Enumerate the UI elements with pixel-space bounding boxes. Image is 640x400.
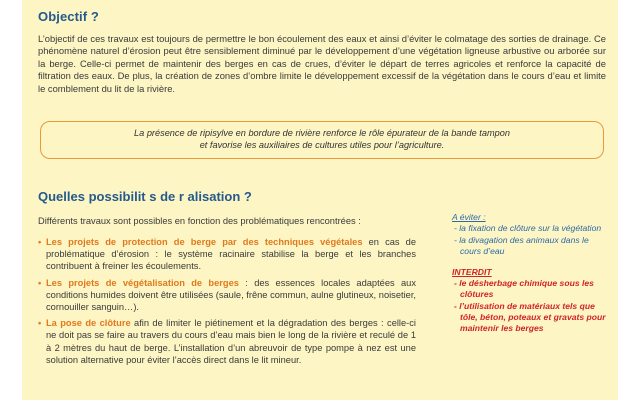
objectif-heading: Objectif ? [38,9,99,24]
realisation-intro: Différents travaux sont possibles en fonction des problématiques rencontrées : [38,216,361,226]
ban-list [452,278,612,334]
item-lead: Les projets de végétalisation de berges [46,277,239,288]
avoid-title: A éviter : [452,212,486,222]
list-item [38,277,416,314]
avoid-item: - la fixation de clôture sur la végétation [454,223,602,233]
avoid-item: - la divagation des animaux dans le cours d’eau [454,235,589,256]
ban-item: - le désherbage chimique sous les clôtures [454,278,594,299]
realisation-list [38,236,416,370]
avoid-list [452,223,612,257]
ban-item: - l’utilisation de matériaux tels que tôle, béton, poteaux et gravats pour maintenir les berges [454,301,606,333]
item-text: en cas de problématique d’érosion : le système racinaire stabilise la berge et les branches contribuent à freiner les écoulements. [46,237,417,272]
bullet-icon: • [38,318,42,329]
side-notes [452,212,612,335]
item-text: afin de limiter le piétinement et la dégradation des berges : celle-ci ne doit pas se faire au travers du cours d’eau mais bien le long de la rivière et reculé de 1 à 2 mètres du haut de berge. L’installation d’un abreuvoir de type pompe à nez est une solution alternative pour éviter l’accès direct dans le lit mineur. [46,318,416,365]
item-lead: La pose de clôture [46,318,131,329]
highlight-box [40,121,604,159]
highlight-line-1: La présence de ripisylve en bordure de rivière renforce le rôle épurateur de la bande tampon [134,128,510,138]
objectif-paragraph: L’objectif de ces travaux est toujours de permettre le bon écoulement des eaux et ainsi d’éviter le colmatage des sorties de drainage. Ce phénomène naturel d’érosion peut être sensiblement diminué par le développement d’une végétation ligneuse arbustive ou arborée sur la berge. Celle-ci permet de maintenir des berges en cas de crues, d’éviter le départ de terres agricoles et renforce la capacité de filtration des eaux. De plus, la création de zones d’ombre limite le développement excessif de la végétation dans le cours d’eau et limite le comblement du lit de la rivière. [38,33,606,94]
list-item [38,236,416,273]
highlight-line-2: et favorise les auxiliaires de cultures utiles pour l’agriculture. [199,140,445,150]
document-page [22,0,618,400]
realisation-heading: Quelles possibilit s de r alisation ? [38,189,252,204]
bullet-icon: • [38,237,42,247]
list-item [38,317,416,366]
item-lead: Les projets de protection de berge par des techniques végétales [46,237,363,247]
ban-title: INTERDIT [452,267,492,277]
bullet-icon: • [38,277,42,288]
item-text: : des essences locales adaptées aux conditions humides doivent être utilisées (saule, frêne commun, aulne glutineux, noisetier, cornouiller sanguin…). [46,277,417,313]
